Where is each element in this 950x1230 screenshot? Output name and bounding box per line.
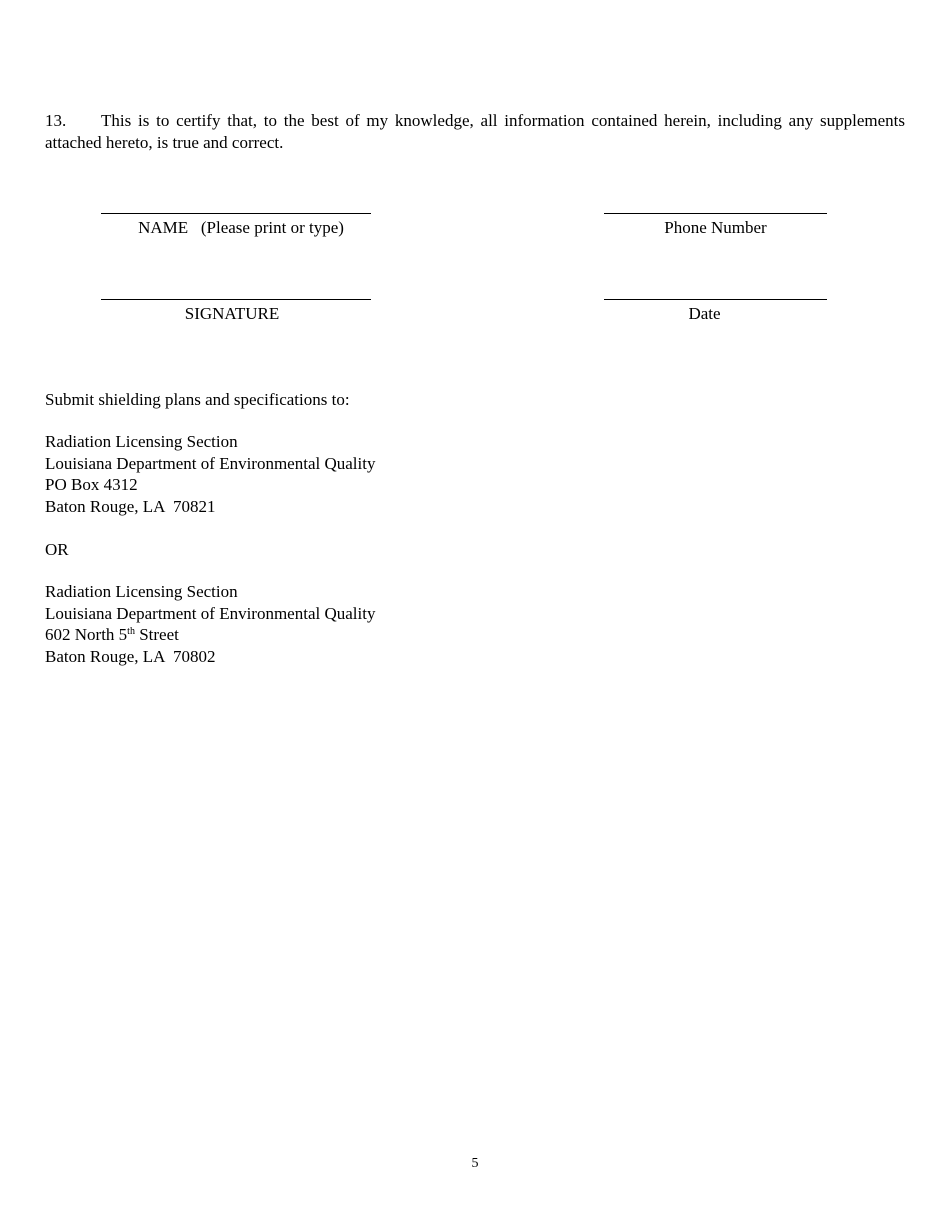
- street-suffix: Street: [134, 625, 179, 644]
- street-address: [45, 581, 375, 667]
- date-label: Date: [688, 304, 721, 323]
- page-number: 5: [471, 1156, 479, 1171]
- date-line: [604, 299, 827, 300]
- name-label: NAME (Please print or type): [138, 218, 344, 237]
- address-line: [45, 624, 375, 646]
- street-prefix: 602 North 5: [45, 625, 128, 644]
- mailing-address: [45, 431, 375, 517]
- address-line: PO Box 4312: [45, 475, 138, 494]
- address-line: Baton Rouge, LA 70821: [45, 496, 216, 516]
- address-line: Radiation Licensing Section: [45, 582, 238, 601]
- address-line: Baton Rouge, LA 70802: [45, 646, 216, 666]
- phone-line: [604, 213, 827, 214]
- address-line: Louisiana Department of Environmental Quality: [45, 453, 376, 473]
- certification-text: This is to certify that, to the best of my knowledge, all information contained herein, including any supplements attached hereto, is true and correct.: [45, 111, 905, 152]
- signature-label: SIGNATURE: [184, 304, 280, 323]
- ordinal-suffix: th: [127, 626, 135, 637]
- address-line: Radiation Licensing Section: [45, 432, 238, 451]
- item-number: 13.: [45, 111, 67, 130]
- submit-intro: Submit shielding plans and specifications to:: [45, 390, 350, 409]
- certification-paragraph: [45, 110, 905, 154]
- address-line: Louisiana Department of Environmental Quality: [45, 603, 376, 623]
- signature-line: [101, 299, 371, 300]
- name-signature-line: [101, 213, 371, 214]
- phone-label: Phone Number: [664, 218, 767, 237]
- or-label: OR: [45, 540, 69, 559]
